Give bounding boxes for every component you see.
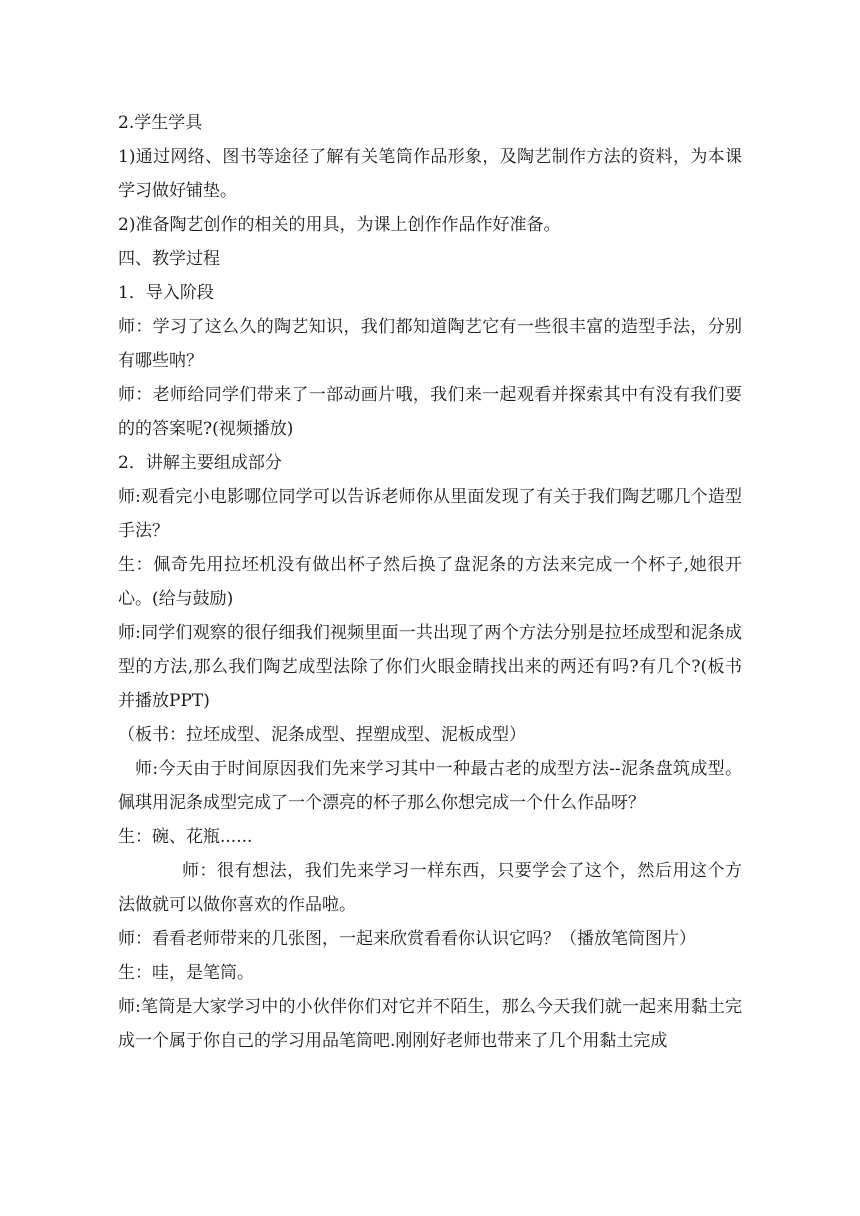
paragraph-16: 师：看看老师带来的几张图，一起来欣赏看看你认识它吗？（播放笔筒图片）	[118, 929, 696, 949]
paragraph-15: 师：很有想法，我们先来学习一样东西，只要学会了这个，然后用这个方法做就可以做你喜欢的作品啦。	[118, 861, 742, 915]
paragraph-14: 生：碗、花瓶......	[118, 827, 253, 847]
paragraph-10: 生：佩奇先用拉坯机没有做出杯子然后换了盘泥条的方法来完成一个杯子,她很开心。(给与鼓励)	[118, 555, 742, 609]
paragraph-11: 师:同学们观察的很仔细我们视频里面一共出现了两个方法分别是拉坯成型和泥条成型的方法,那么我们陶艺成型法除了你们火眼金睛找出来的两还有吗?有几个?(板书并播放PPT)	[118, 623, 742, 711]
paragraph-13: 师:今天由于时间原因我们先来学习其中一种最古老的成型方法--泥条盘筑成型。佩琪用泥条成型完成了一个漂亮的杯子那么你想完成一个什么作品呀？	[118, 759, 742, 813]
board-note: （板书：拉坯成型、泥条成型、捏塑成型、泥板成型）	[118, 725, 526, 745]
paragraph-17: 生：哇，是笔筒。	[118, 963, 254, 983]
paragraph-7: 师：老师给同学们带来了一部动画片哦，我们来一起观看并探索其中有没有我们要的的答案呢?(视频播放)	[118, 385, 742, 439]
paragraph-6: 师：学习了这么久的陶艺知识，我们都知道陶艺它有一些很丰富的造型手法，分别有哪些呐？	[118, 317, 742, 371]
paragraph-9: 师:观看完小电影哪位同学可以告诉老师你从里面发现了有关于我们陶艺哪几个造型手法？	[118, 487, 742, 541]
paragraph-3: 2)准备陶艺创作的相关的用具，为课上创作作品作好准备。	[118, 215, 561, 235]
paragraph-1: 2.学生学具	[118, 113, 203, 133]
paragraph-18: 师:笔筒是大家学习中的小伙伴你们对它并不陌生，那么今天我们就一起来用黏土完成一个属于你自己的学习用品笔筒吧.刚刚好老师也带来了几个用黏土完成	[118, 997, 742, 1051]
subheading-2: 2．讲解主要组成部分	[118, 453, 282, 473]
subheading-1: 1．导入阶段	[118, 283, 214, 303]
paragraph-2: 1)通过网络、图书等途径了解有关笔筒作品形象，及陶艺制作方法的资料，为本课学习做好铺垫。	[118, 147, 742, 201]
section-heading: 四、教学过程	[118, 249, 220, 269]
document-body	[118, 106, 742, 1058]
